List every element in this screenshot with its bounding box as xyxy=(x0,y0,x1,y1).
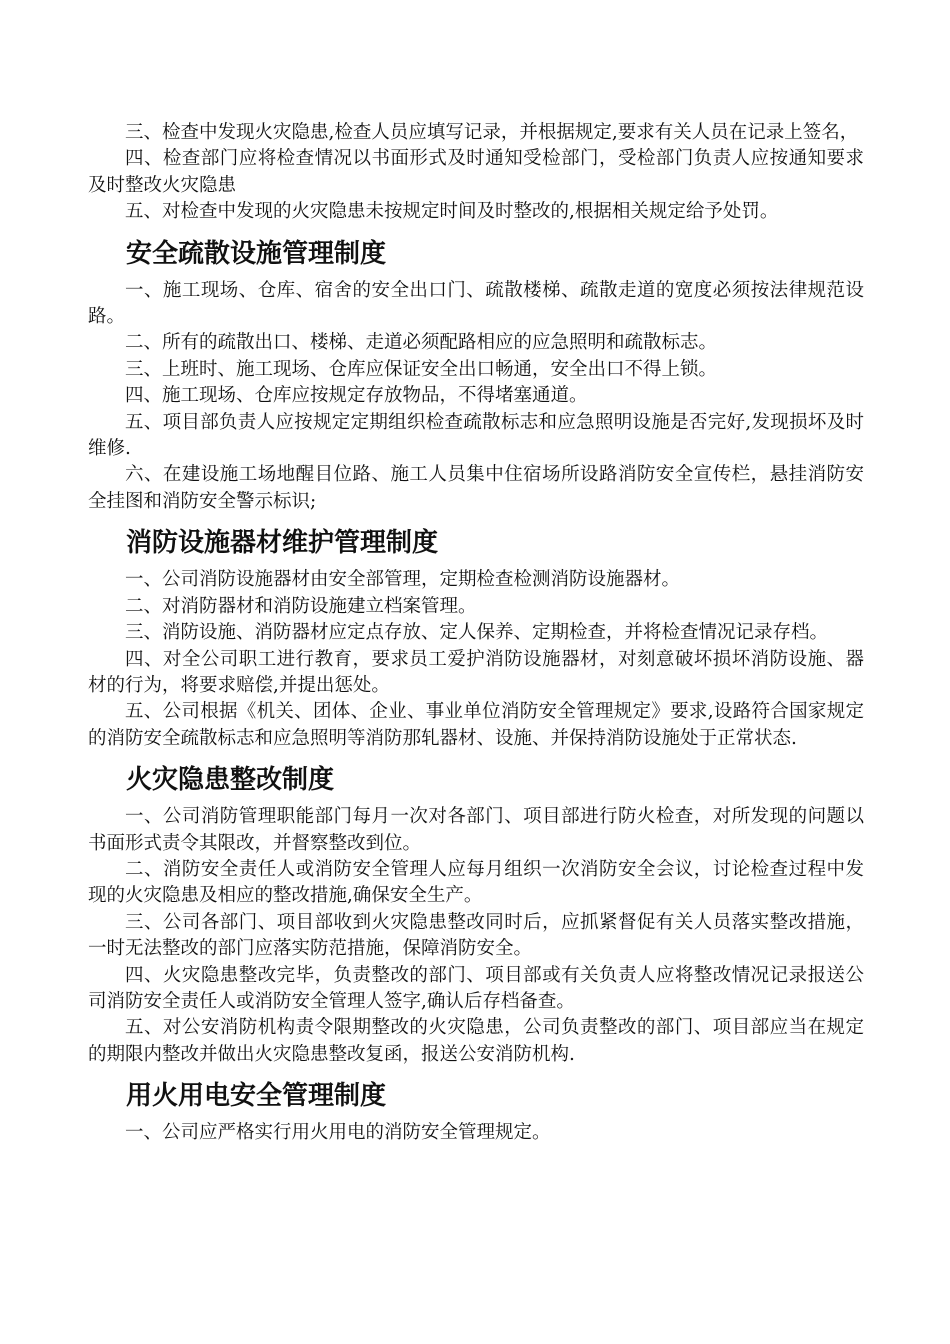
paragraph: 五、对公安消防机构责令限期整改的火灾隐患，公司负责整改的部门、项目部应当在规定的期限内整改并做出火灾隐患整改复函，报送公安消防机构. xyxy=(88,1017,864,1065)
paragraph: 三、公司各部门、项目部收到火灾隐患整改同时后，应抓紧督促有关人员落实整改措施，一时无法整改的部门应落实防范措施，保障消防安全。 xyxy=(88,911,864,960)
paragraph: 三、消防设施、消防器材应定点存放、定人保养、定期检查，并将检查情况记录存档。 xyxy=(125,622,829,644)
section-heading: 安全疏散设施管理制度 xyxy=(126,238,387,269)
paragraph: 四、检查部门应将检查情况以书面形式及时通知受检部门，受检部门负责人应按通知要求及时整改火灾隐患 xyxy=(88,148,864,196)
paragraph: 三、检查中发现火灾隐患,检查人员应填写记录，并根据规定,要求有关人员在记录上签名， xyxy=(125,122,859,143)
section-heading: 消防设施器材维护管理制度 xyxy=(126,528,439,559)
paragraph: 四、火灾隐患整改完毕，负责整改的部门、项目部或有关负责人应将整改情况记录报送公司消防安全责任人或消防安全管理人签字,确认后存档备查。 xyxy=(88,964,864,1012)
paragraph: 一、施工现场、仓库、宿舍的安全出口门、疏散楼梯、疏散走道的宽度必须按法律规范设路。 xyxy=(88,279,864,328)
paragraph: 四、对全公司职工进行教育，要求员工爱护消防设施器材，对刻意破坏损坏消防设施、器材的行为，将要求赔偿,并提出惩处。 xyxy=(88,648,864,696)
paragraph: 六、在建设施工场地醒目位路、施工人员集中住宿场所设路消防安全宣传栏，悬挂消防安全挂图和消防安全警示标识; xyxy=(88,464,864,512)
paragraph: 四、施工现场、仓库应按规定存放物品，不得堵塞通道。 xyxy=(125,385,588,407)
paragraph: 五、公司根据《机关、团体、企业、事业单位消防安全管理规定》要求,设路符合国家规定的消防安全疏散标志和应急照明等消防那轧器材、设施、并保持消防设施处于正常状态. xyxy=(88,701,864,749)
section-heading: 火灾隐患整改制度 xyxy=(126,765,335,796)
document-body xyxy=(88,120,864,1147)
paragraph: 二、所有的疏散出口、楼梯、走道必须配路相应的应急照明和疏散标志。 xyxy=(125,332,718,354)
paragraph: 一、公司消防管理职能部门每月一次对各部门、项目部进行防火检查，对所发现的问题以书面形式责令其限改，并督察整改到位。 xyxy=(88,806,864,854)
paragraph: 五、项目部负责人应按规定定期组织检查疏散标志和应急照明设施是否完好,发现损坏及时维修. xyxy=(88,411,864,460)
paragraph: 二、对消防器材和消防设施建立档案管理。 xyxy=(125,595,477,617)
paragraph: 一、公司消防设施器材由安全部管理，定期检查检测消防设施器材。 xyxy=(125,569,681,591)
paragraph: 一、公司应严格实行用火用电的消防安全管理规定。 xyxy=(125,1122,551,1144)
section-heading: 用火用电安全管理制度 xyxy=(126,1081,387,1112)
paragraph: 五、对检查中发现的火灾隐患未按规定时间及时整改的,根据相关规定给予处罚。 xyxy=(125,201,779,223)
paragraph: 三、上班时、施工现场、仓库应保证安全出口畅通，安全出口不得上锁。 xyxy=(125,358,718,380)
paragraph: 二、消防安全责任人或消防安全管理人应每月组织一次消防安全会议，讨论检查过程中发现的火灾隐患及相应的整改措施,确保安全生产。 xyxy=(88,858,864,907)
